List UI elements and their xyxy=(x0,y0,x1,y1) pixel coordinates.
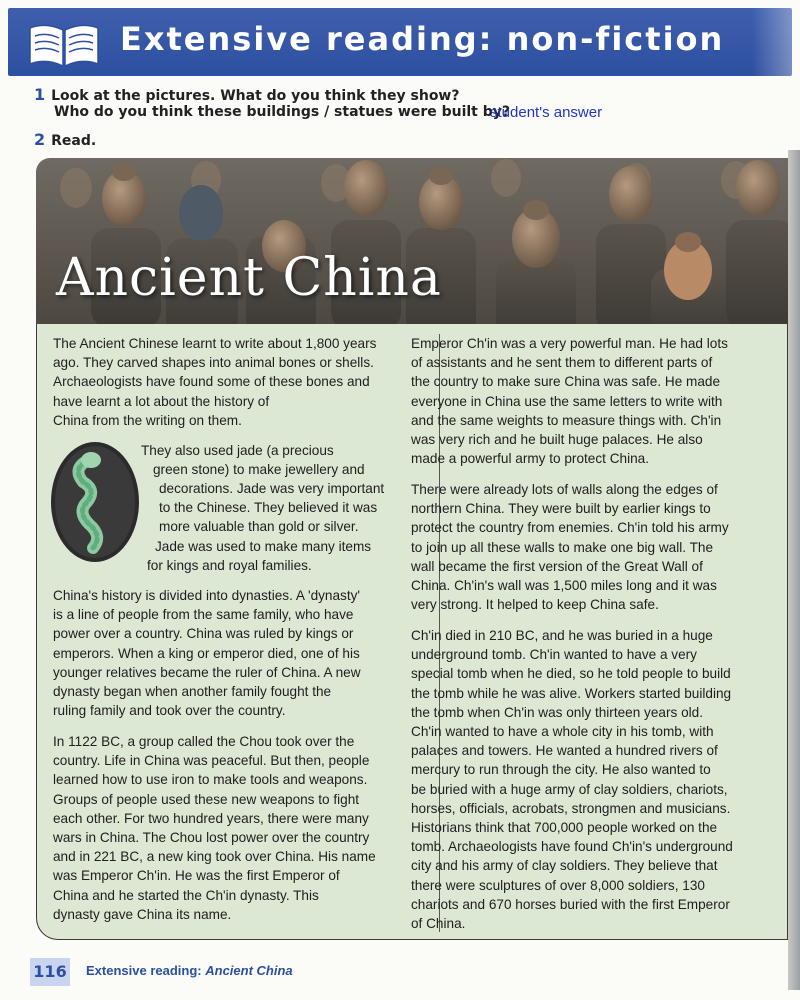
left-paragraph-4: In 1122 BC, a group called the Chou took over the country. Life in China was peaceful. But then, people learned how to use iron to make tools and weapons. Groups of people used these new weapons to fight each other. For two hundred years, there were many wars in China. The Chou lost power over the country and in 221 BC, a new king took over China. His name was Emperor Ch'in. He was the first Emperor of China and he started the Ch'in dynasty. This dynasty gave China its name. xyxy=(53,734,376,922)
question-2: 2 Read. xyxy=(34,130,97,149)
page-title: Extensive reading: non-fiction xyxy=(120,20,725,58)
footer-topic: Ancient China xyxy=(205,963,293,978)
question-2-number: 2 xyxy=(34,130,46,149)
left-paragraph-2-line-7: for kings and royal families. xyxy=(147,558,312,573)
hero-title: Ancient China xyxy=(56,248,442,308)
question-1-line-2: Who do you think these buildings / statues were built by? xyxy=(54,104,511,120)
question-1-number: 1 xyxy=(34,85,46,104)
hero-image-terracotta-warriors xyxy=(36,158,788,326)
right-paragraph-2: There were already lots of walls along the edges of northern China. They were built by earlier kings to protect the country from enemies. Ch'in told his army to join up all these walls to make one big wall. The wall became the first version of the Great Wall of China. Ch'in's wall was 1,500 miles long and it was very strong. It helped to keep China safe. xyxy=(411,482,729,613)
right-paragraph-1: Emperor Ch'in was a very powerful man. He had lots of assistants and he sent them to different parts of the country to make sure China was safe. He made everyone in China use the same letters to write with and the same weights to measure things with. Ch'in was very rich and he built huge palaces. He also made a powerful army to protect China. xyxy=(411,336,728,467)
right-paragraph-3: Ch'in died in 210 BC, and he was buried in a huge underground tomb. Ch'in wanted to have a very special tomb when he died, so he told people to build the tomb while he was alive. Workers started building the tomb when Ch'in was only thirteen years old. Ch'in wanted to have a whole city in his tomb, with palaces and towers. He wanted a hundred rivers of mercury to run through the city. He also wanted to be buried with a huge army of clay soldiers, chariots, horses, officials, acrobats, strongmen and musicians. Historians think that 700,000 people worked on the tomb. Archaeologists have found Ch'in's underground city and his army of clay soldiers. They believe that there were sculptures of over 8,000 soldiers, 130 chariots and 670 horses buried with the first Emperor of China. xyxy=(411,628,733,932)
left-paragraph-1: The Ancient Chinese learnt to write about 1,800 years ago. They carved shapes into animal bones or shells. Archaeologists have found some of these bones and have learnt a lot about the history of China from the writing on them. xyxy=(53,336,377,428)
left-paragraph-3: China's history is divided into dynasties. A 'dynasty' is a line of people from the same family, who have power over a country. China was ruled by kings or emperors. When a king or emperor died, one of his younger relatives became the ruler of China. A new dynasty began when another family fought the ruling family and took over the country. xyxy=(53,588,361,719)
student-answer[interactable]: student's answer xyxy=(490,104,603,121)
page-number: 116 xyxy=(30,958,70,986)
banner-page-fold xyxy=(752,8,792,76)
article-panel xyxy=(36,324,788,940)
left-paragraph-2-line-2: green stone) to make jewellery and xyxy=(153,462,365,477)
footer-caption: Extensive reading: Ancient China xyxy=(86,963,293,978)
question-1-line-1: 1 Look at the pictures. What do you think they show? xyxy=(34,85,460,104)
page-edge xyxy=(788,150,800,990)
left-paragraph-2-lines-3-5: decorations. Jade was very important to the Chinese. They believed it was more valuable than gold or silver. xyxy=(159,481,385,535)
open-book-icon xyxy=(26,18,102,70)
header-banner xyxy=(8,8,792,76)
left-paragraph-2-line-6: Jade was used to make many items xyxy=(155,539,372,554)
left-paragraph-2-line-1: They also used jade (a precious xyxy=(141,443,334,458)
jade-carving-image xyxy=(49,440,141,564)
